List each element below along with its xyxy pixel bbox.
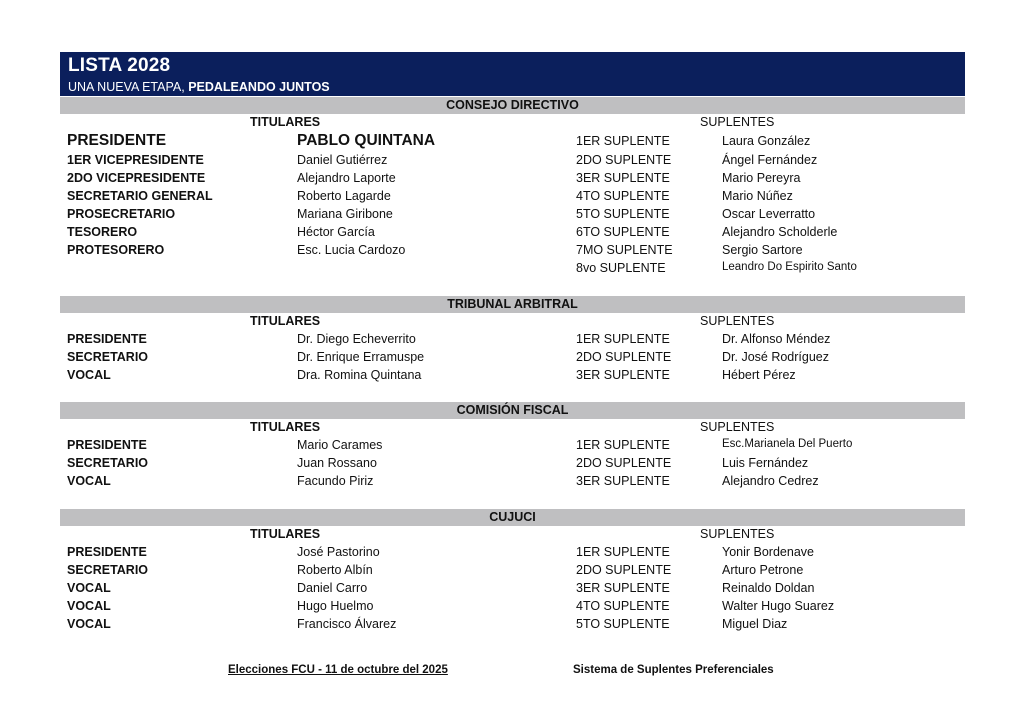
suplentes-header: SUPLENTES [700,115,775,129]
suplente-role: 3ER SUPLENTE [576,171,670,185]
titular-name: Juan Rossano [297,456,377,470]
titular-name: Hugo Huelmo [297,599,374,613]
titular-role: 1ER VICEPRESIDENTE [67,153,204,167]
titular-role: PROTESORERO [67,243,165,257]
titular-name: PABLO QUINTANA [297,132,436,149]
suplente-role: 2DO SUPLENTE [576,563,672,577]
table-row [60,224,965,242]
titulares-header: TITULARES [250,527,321,541]
suplente-role: 8vo SUPLENTE [576,261,666,275]
suplente-role: 4TO SUPLENTE [576,189,670,203]
footer-election-date: Elecciones FCU - 11 de octubre del 2025 [228,664,448,676]
suplente-role: 1ER SUPLENTE [576,438,670,452]
column-headers [60,419,965,437]
suplente-name: Esc.Marianela Del Puerto [722,438,853,450]
titular-name: Daniel Gutiérrez [297,153,388,167]
titular-role: TESORERO [67,225,138,239]
titular-name: Francisco Álvarez [297,617,397,631]
section-comision-fiscal [60,402,965,491]
titular-name: Dr. Enrique Erramuspe [297,350,425,364]
titular-role: SECRETARIO [67,350,149,364]
table-row [60,206,965,224]
table-row [60,616,965,634]
titular-name: Daniel Carro [297,581,368,595]
titular-name: Esc. Lucia Cardozo [297,243,406,257]
suplente-name: Ángel Fernández [722,153,818,167]
table-row [60,331,965,349]
ballot-document [60,52,965,96]
suplente-name: Mario Pereyra [722,171,801,185]
section-title: TRIBUNAL ARBITRAL [60,296,965,313]
titular-name: Mariana Giribone [297,207,393,221]
subtitle-plain: UNA NUEVA ETAPA, [68,80,189,94]
suplente-name: Dr. José Rodríguez [722,350,829,364]
titular-role: PROSECRETARIO [67,207,176,221]
titular-role: SECRETARIO [67,456,149,470]
table-row [60,562,965,580]
section-tribunal-arbitral [60,296,965,385]
suplente-name: Miguel Diaz [722,617,788,631]
column-headers [60,526,965,544]
section-title: COMISIÓN FISCAL [60,402,965,419]
titular-role: PRESIDENTE [67,332,147,346]
titular-role: VOCAL [67,581,111,595]
table-row [60,170,965,188]
suplente-role: 1ER SUPLENTE [576,332,670,346]
titular-role: PRESIDENTE [67,132,167,149]
section-title: CUJUCI [60,509,965,526]
titulares-header: TITULARES [250,420,321,434]
table-row [60,260,965,278]
suplente-name: Mario Núñez [722,189,793,203]
suplentes-header: SUPLENTES [700,420,775,434]
titular-name: José Pastorino [297,545,380,559]
table-row [60,349,965,367]
table-row [60,132,965,152]
table-row [60,242,965,260]
suplente-name: Luis Fernández [722,456,809,470]
list-subtitle [68,80,330,94]
table-row [60,455,965,473]
subtitle-bold: PEDALEANDO JUNTOS [188,80,330,94]
table-row [60,152,965,170]
suplente-name: Dr. Alfonso Méndez [722,332,831,346]
suplente-role: 2DO SUPLENTE [576,456,672,470]
titular-name: Facundo Piriz [297,474,374,488]
suplente-name: Laura González [722,134,811,148]
suplente-role: 5TO SUPLENTE [576,207,670,221]
table-row [60,473,965,491]
suplente-role: 2DO SUPLENTE [576,350,672,364]
suplente-name: Hébert Pérez [722,368,796,382]
titular-name: Roberto Lagarde [297,189,391,203]
suplente-name: Alejandro Cedrez [722,474,819,488]
suplente-name: Leandro Do Espirito Santo [722,261,857,273]
suplente-role: 1ER SUPLENTE [576,545,670,559]
suplente-role: 1ER SUPLENTE [576,134,670,148]
titular-name: Alejandro Laporte [297,171,396,185]
column-headers [60,313,965,331]
titular-role: VOCAL [67,474,111,488]
suplente-name: Yonir Bordenave [722,545,814,559]
suplente-name: Arturo Petrone [722,563,804,577]
list-title: LISTA 2028 [68,55,171,76]
suplente-name: Oscar Leverratto [722,207,816,221]
column-headers [60,114,965,132]
suplente-name: Reinaldo Doldan [722,581,815,595]
section-cujuci [60,509,965,634]
suplentes-header: SUPLENTES [700,314,775,328]
table-row [60,580,965,598]
suplente-role: 5TO SUPLENTE [576,617,670,631]
titular-name: Dr. Diego Echeverrito [297,332,416,346]
section-title: CONSEJO DIRECTIVO [60,97,965,114]
suplente-name: Alejandro Scholderle [722,225,838,239]
titular-role: SECRETARIO [67,563,149,577]
titulares-header: TITULARES [250,314,321,328]
suplente-name: Sergio Sartore [722,243,803,257]
suplente-role: 3ER SUPLENTE [576,368,670,382]
titular-role: VOCAL [67,617,111,631]
titular-role: VOCAL [67,368,111,382]
titular-name: Dra. Romina Quintana [297,368,422,382]
titular-role: VOCAL [67,599,111,613]
titular-role: PRESIDENTE [67,545,147,559]
table-row [60,544,965,562]
section-consejo-directivo [60,97,965,278]
titular-name: Héctor García [297,225,375,239]
titulares-header: TITULARES [250,115,321,129]
suplentes-header: SUPLENTES [700,527,775,541]
suplente-role: 3ER SUPLENTE [576,581,670,595]
titular-role: 2DO VICEPRESIDENTE [67,171,206,185]
title-banner [60,52,965,96]
titular-role: SECRETARIO GENERAL [67,189,213,203]
suplente-role: 6TO SUPLENTE [576,225,670,239]
footer-system-note: Sistema de Suplentes Preferenciales [573,664,774,676]
suplente-role: 7MO SUPLENTE [576,243,673,257]
table-row [60,367,965,385]
table-row [60,598,965,616]
suplente-role: 2DO SUPLENTE [576,153,672,167]
suplente-role: 4TO SUPLENTE [576,599,670,613]
table-row [60,188,965,206]
suplente-name: Walter Hugo Suarez [722,599,835,613]
titular-name: Roberto Albín [297,563,373,577]
suplente-role: 3ER SUPLENTE [576,474,670,488]
table-row [60,437,965,455]
titular-role: PRESIDENTE [67,438,147,452]
titular-name: Mario Carames [297,438,383,452]
